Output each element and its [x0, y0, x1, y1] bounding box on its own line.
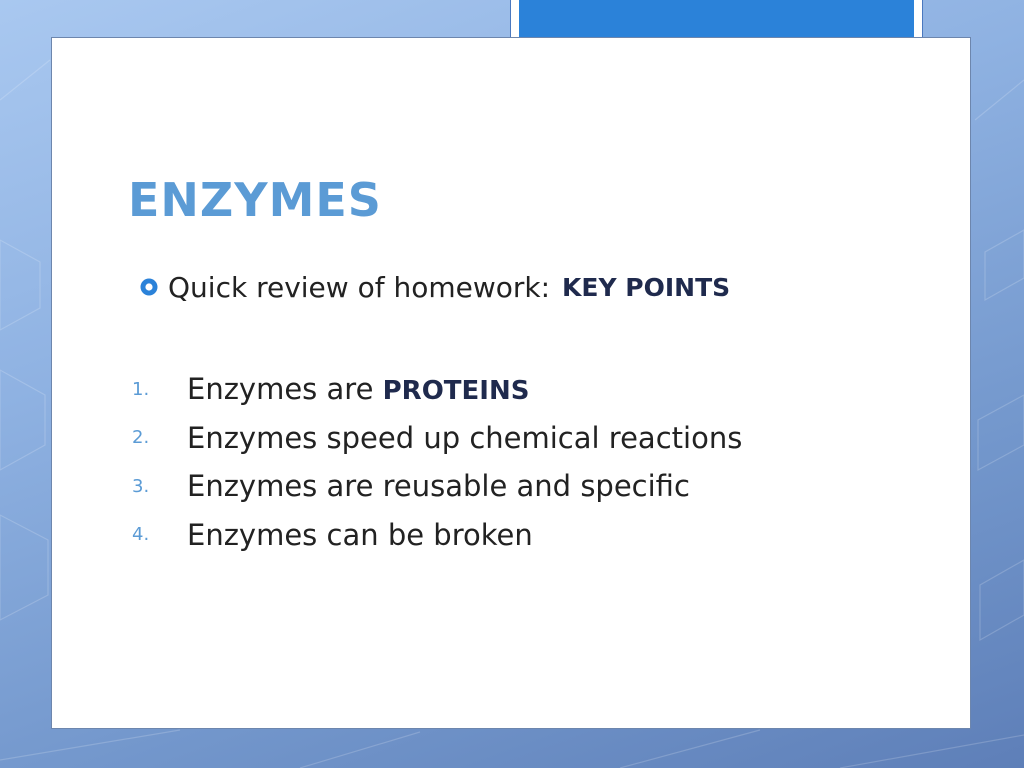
list-item-text: Enzymes can be broken: [187, 517, 533, 552]
list-number: 4.: [132, 524, 150, 546]
list-number: 3.: [132, 475, 150, 497]
list-item-text: Enzymes are reusable and specific: [187, 469, 690, 504]
list-item-emphasis: PROTEINS: [382, 376, 530, 407]
bullet-emphasis: KEY POINTS: [562, 272, 731, 302]
list-number: 1.: [132, 378, 150, 400]
list-item-text: Enzymes speed up chemical reactions: [187, 420, 743, 455]
list-item-text: [187, 372, 529, 406]
bullet-item: [138, 268, 730, 306]
list-item-label: Enzymes are: [187, 372, 374, 407]
list-number: 2.: [132, 427, 150, 449]
bullet-text: Quick review of homework:: [168, 270, 551, 304]
circle-bullet-icon: [138, 276, 160, 298]
slide-title: ENZYMES: [128, 173, 382, 227]
